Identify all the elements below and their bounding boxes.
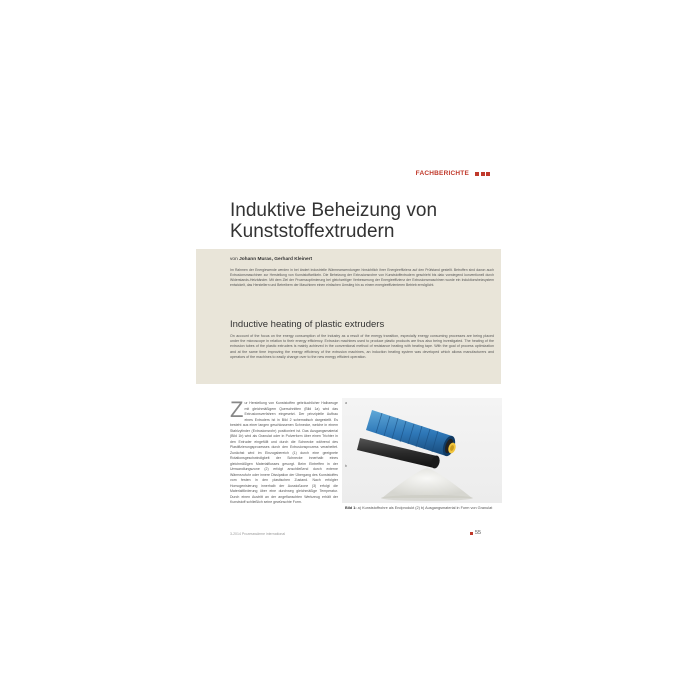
body-text: ur Herstellung von Kunststoffen gebräuchlicher Halbzeuge mit gleichmäßigem Querschnitten (Bild 1a) wird das Extrusionsverfahren eingesetzt. Der prinzipielle Aufbau eines Extruders ist in Bild 2 schematisch dargestellt. Es besteht aus einer langen geschlossenen Schnecke, welche in einem Stahlzylinder (Extrusionsrohr) positioniert ist. Das Ausgangsmaterial (Bild 1b) wird als Granulat oder in Pulverform über einen Trichter in den Extruder eingefüllt und durch die Schnecke während des Plastifizierungsprozesses durch den Extrusionsprozess verarbeitet. Zunächst wird im Einzugsbereich (1) durch eine geeignete Rotationsgeschwindigkeit der Schnecke innerhalb eines gleichmäßigen Materialflusses gesorgt. Beim Eintreffen in der Umwandlungszone (2) erfolgt anschließend durch externe Wärmezufuhr oder innere Dissipation der Übergang des Kunststoffes vom festen in den plastischen Zustand. Nach erfolgter Homogenisierung innerhalb der Ausstoßzone (3) erfolgt die Materialförderung über eine durchweg gleichmäßige Temperatur. Durch einen Austritt an der angeflanschten Werkzeug erhält der Kunststoff schließlich seine gewünschte Form. xyxy=(230,401,338,504)
authors-prefix: von xyxy=(230,257,238,262)
abstract-german: Im Rahmen der Energiewende werden in bei ändert industrielle Wärmeanwendungen hinsichtlich ihrer Energieeffizienz auf den Prüfstand gestellt. Betroffen sind davon auch Extrusionsmaschinen zur Herstellung von Kunststoffartikeln. Die Beheizung der Extrusionsrohre von Kunststoffextrudern geschieht bis dato vorwiegend konventionell durch Widerstands-Heizbänder. Mit dem Ziel der Prozessoptimierung bei gleichzeitiger Verbesserung der Energieeffizienz der Extrusionsmaschinen wurde ein Induktionsheizsystem entwickelt, das Herstellern und Betreibern der Maschinen einen einfachen Umstieg hin zu einem energieeffizienteren Betrieb ermöglicht. xyxy=(230,268,494,287)
figure-label-a: a xyxy=(345,401,347,405)
figure-caption xyxy=(345,506,495,511)
english-title: Inductive heating of plastic extruders xyxy=(230,319,385,330)
caption-text: a) Kunststoffrohre als Endprodukt (2) b) Ausgangsmaterial in Form von Granulat xyxy=(357,506,493,510)
category-header xyxy=(416,170,490,177)
abstract-box xyxy=(196,249,501,384)
article-title: Induktive Beheizung von Kunststoffextrudern xyxy=(230,200,438,242)
figure-image xyxy=(342,398,502,503)
figure-label-b: b xyxy=(345,464,347,468)
author-line xyxy=(230,257,312,262)
granulate-pile xyxy=(381,468,473,501)
plastic-pipes-and-granulate-illustration xyxy=(342,398,502,503)
category-squares-icon xyxy=(475,172,490,176)
dropcap: Z xyxy=(230,397,244,422)
caption-label: Bild 1: xyxy=(345,506,357,510)
authors-names: Johann Muras, Gerhard Kleinert xyxy=(239,257,313,262)
footer-publication: 3-2014 Prozesswärme international xyxy=(230,532,286,536)
page-number xyxy=(470,530,481,536)
category-label: FACHBERICHTE xyxy=(415,170,469,177)
page-number-value: 55 xyxy=(475,530,482,536)
page-marker-icon xyxy=(470,532,473,535)
abstract-english: On account of the focus on the energy consumption of the industry as a result of the energy transition, especially energy consuming processes are being placed under the microscope in relation to their energy efficiency. Extrusion machines used to produce plastic products are thus also being investigated. The heating of the extrusion tubes of the plastic extruders is mainly achieved in the conventional method of resistance heating with heating tape. With the goal of process optimization and at the same time improving the energy efficiency of the extrusion machines, an induction heating system was developed which allows manufacturers and operators of the machines to easily change over to the new energy efficient operation. xyxy=(230,334,494,359)
body-column xyxy=(230,397,338,506)
